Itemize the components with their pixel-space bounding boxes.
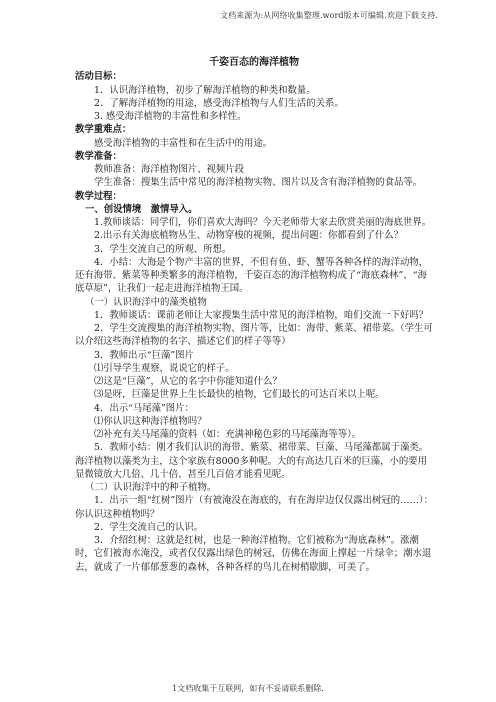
goal-item: 3. 感受海洋植物的丰富性和多样性。 — [94, 111, 247, 122]
paragraph: 2.出示有关海底植物丛生、动物穿梭的视频，提出问题：你都看到了什么？ — [94, 230, 403, 242]
paragraph: 3．学生交流自己的所观、所想。 — [94, 243, 232, 255]
page-header: 文档来源为:从网络收集整理.word版本可编辑.欢迎下载支持. — [219, 11, 438, 20]
page-footer: 1文档收集于互联网，如有不妥请联系删除. — [172, 684, 324, 693]
sub-item: ⑶是呀，巨藻是世界上生长最快的植物，它们最长的可达百米以上呢。 — [94, 389, 385, 401]
goal-item: 2．了解海洋植物的用途，感受海洋植物与人们生活的关系。 — [94, 97, 344, 109]
paragraph: 1．出示一组“红树”图片（有被淹没在海底的，有在海岸边仅仅露出树冠的……）：你认识这种植物吗？ — [75, 495, 433, 520]
paragraph: 5．教师小结：刚才我们认识的海带、紫菜、裙带菜、巨藻、马尾藻都属于藻类。海洋植物以藻类为主，这个家族有8000多种呢。大的有高达几百米的巨藻，小的要用显微镜放大几倍、几十倍、甚至几百倍才能看见呢。 — [75, 442, 429, 480]
document-title: 千姿百态的海洋植物 — [209, 57, 299, 68]
goals-heading: 活动目标： — [75, 71, 122, 83]
sub-item: ⑵补充有关马尾藻的资料（如：充满神秘色彩的马尾藻海等等）。 — [94, 429, 362, 440]
keypoints-text: 感受海洋植物的丰富性和在生活中的用途。 — [94, 137, 273, 149]
sub-item: ⑴引导学生观察，说说它的样子。 — [94, 362, 235, 374]
goal-item: 1．认识海洋植物，初步了解海洋植物的种类和数量。 — [94, 84, 316, 96]
sub-item: ⑵这是“巨藻”，从它的名字中你能知道什么？ — [94, 376, 282, 387]
paragraph: 4．出示“马尾藻”图片： — [94, 402, 194, 414]
paragraph: 3．介绍红树：这就是红树，也是一种海洋植物。它们被称为“海底森林”。涨潮时，它们被海水淹没，或者仅仅露出绿色的树冠，仿佛在海面上撑起一片绿伞；潮水退去，就成了一片郁郁葱葱的森林，各种各样的鸟儿在树梢歇脚，可美了。 — [75, 535, 432, 573]
paragraph: 2．学生交流搜集的海洋植物实物、图片等，比如：海带、紫菜、裙带菜。（学生可以介绍这些海洋植物的名字、描述它们的样子等等） — [75, 323, 433, 348]
part-heading: （一）认识海洋中的藻类植物 — [85, 296, 207, 308]
paragraph: 1.教师谈话：同学们，你们喜欢大海吗？今天老师带大家去欣赏美丽的海底世界。 — [94, 217, 432, 228]
paragraph: 3．教师出示“巨藻”图片 — [94, 349, 194, 361]
process-heading: 教学过程： — [75, 190, 122, 202]
part-heading: （二）认识海洋中的种子植物。 — [85, 482, 217, 493]
keypoints-heading: 教学重难点： — [75, 124, 132, 136]
prep-heading: 教学准备： — [75, 150, 122, 162]
prep-teacher: 教师准备：海洋植物图片、视频片段 — [94, 164, 245, 175]
paragraph: 4．小结：大海是个物产丰富的世界，不但有鱼、虾、蟹等各种各样的海洋动物，还有海带、紫菜等种类繁多的海洋植物，千姿百态的海洋植物构成了“海底森林”、“海底草原”，让我们一起走进海洋植物王国。 — [75, 256, 429, 295]
section-heading: 一、创设情境 激情导入。 — [85, 203, 198, 215]
prep-student: 学生准备：搜集生活中常见的海洋植物实物、图片以及含有海洋植物的食品等。 — [94, 177, 423, 189]
paragraph: 2．学生交流自己的认识。 — [94, 521, 204, 533]
sub-item: ⑴你认识这种海洋植物吗？ — [94, 415, 207, 427]
document-body — [75, 56, 433, 574]
paragraph: 1．教师谈话：课前老师让大家搜集生活中常见的海洋植物，咱们交流一下好吗？ — [94, 309, 429, 321]
